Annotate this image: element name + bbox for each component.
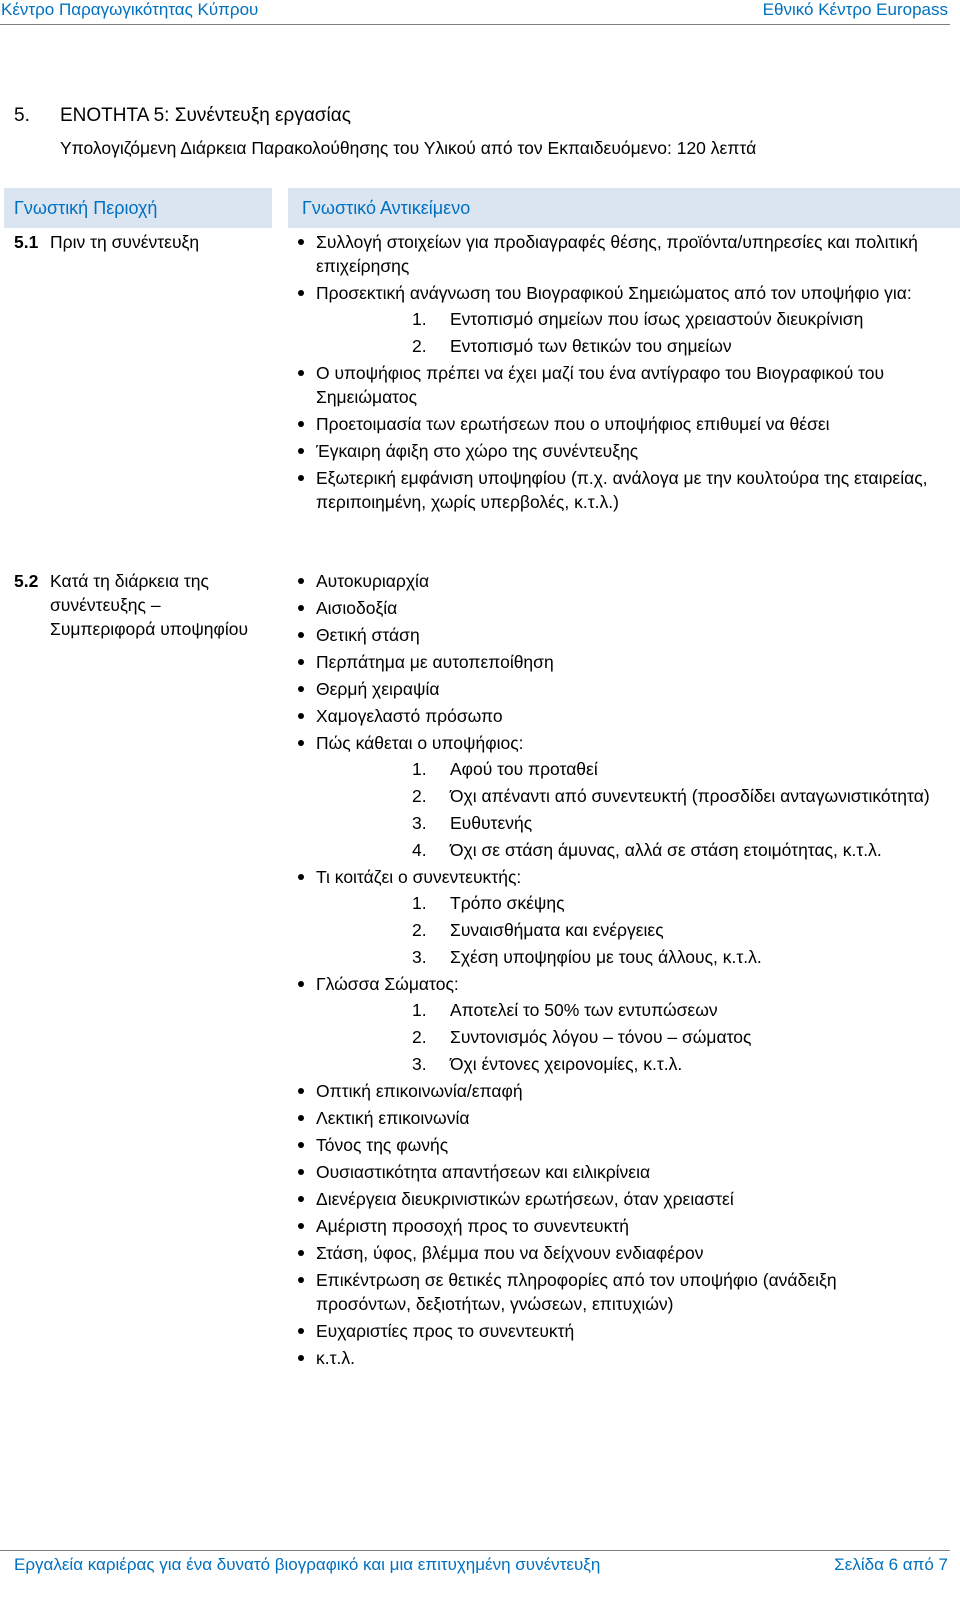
list-item: Αισιοδοξία bbox=[296, 596, 936, 620]
row-label-5-1 bbox=[14, 230, 250, 254]
section-title bbox=[14, 105, 351, 127]
list-item-text: Γλώσσα Σώματος: bbox=[316, 974, 459, 994]
column-header-area: Γνωστική Περιοχή bbox=[4, 188, 272, 228]
numbered-list bbox=[316, 307, 936, 358]
list-item: κ.τ.λ. bbox=[296, 1346, 936, 1370]
list-item-text: Πώς κάθεται ο υποψήφιος: bbox=[316, 733, 524, 753]
list-item-text: Τι κοιτάζει ο συνεντευκτής: bbox=[316, 867, 522, 887]
list-item: Εξωτερική εμφάνιση υποψηφίου (π.χ. ανάλογα με την κουλτούρα της εταιρείας, περιποιημένη, χωρίς υπερβολές, κ.τ.λ.) bbox=[296, 466, 936, 514]
numbered-item: 1. Αφού του προταθεί bbox=[412, 759, 598, 779]
list-item bbox=[296, 972, 936, 1076]
list-item: Λεκτική επικοινωνία bbox=[296, 1106, 936, 1130]
row-label-text: Κατά τη διάρκεια της συνέντευξης – Συμπεριφορά υποψηφίου bbox=[50, 571, 249, 639]
row-content-5-1 bbox=[296, 230, 936, 517]
numbered-item: 1. Εντοπισμό σημείων που ίσως χρειαστούν διευκρίνιση bbox=[412, 309, 864, 329]
footer-page-number: Σελίδα 6 από 7 bbox=[834, 1555, 948, 1574]
numbered-item: 4. Όχι σε στάση άμυνας, αλλά σε στάση ετοιμότητας, κ.τ.λ. bbox=[412, 840, 882, 860]
list-item: Συλλογή στοιχείων για προδιαγραφές θέσης, προϊόντα/υπηρεσίες και πολιτική επιχείρησης bbox=[296, 230, 936, 278]
list-item bbox=[296, 731, 936, 862]
header-organization: Κέντρο Παραγωγικότητας Κύπρου bbox=[1, 0, 259, 19]
list-item: Διενέργεια διευκρινιστικών ερωτήσεων, όταν χρειαστεί bbox=[296, 1187, 936, 1211]
numbered-list bbox=[316, 757, 936, 862]
numbered-item: 2. Συναισθήματα και ενέργειες bbox=[412, 920, 664, 940]
section-number: 5. bbox=[14, 105, 30, 126]
column-header-subject: Γνωστικό Αντικείμενο bbox=[288, 188, 960, 228]
numbered-item: 2. Συντονισμός λόγου – τόνου – σώματος bbox=[412, 1027, 752, 1047]
list-item: Θετική στάση bbox=[296, 623, 936, 647]
row-content-5-2 bbox=[296, 569, 936, 1373]
bullet-list bbox=[296, 569, 936, 1370]
list-item: Αμέριστη προσοχή προς το συνεντευκτή bbox=[296, 1214, 936, 1238]
list-item: Ευχαριστίες προς το συνεντευκτή bbox=[296, 1319, 936, 1343]
table-header bbox=[0, 188, 960, 228]
numbered-item: 1. Τρόπο σκέψης bbox=[412, 893, 565, 913]
list-item: Επικέντρωση σε θετικές πληροφορίες από τον υποψήφιο (ανάδειξη προσόντων, δεξιοτήτων, γνώσεων, επιτυχιών) bbox=[296, 1268, 936, 1316]
list-item: Θερμή χειραψία bbox=[296, 677, 936, 701]
list-item: Χαμογελαστό πρόσωπο bbox=[296, 704, 936, 728]
list-item: Στάση, ύφος, βλέμμα που να δείχνουν ενδιαφέρον bbox=[296, 1241, 936, 1265]
numbered-item: 1. Αποτελεί το 50% των εντυπώσεων bbox=[412, 1000, 718, 1020]
section-duration: Υπολογιζόμενη Διάρκεια Παρακολούθησης του Υλικού από τον Εκπαιδευόμενο: 120 λεπτά bbox=[60, 138, 757, 158]
numbered-list bbox=[316, 998, 936, 1076]
list-item: Οπτική επικοινωνία/επαφή bbox=[296, 1079, 936, 1103]
row-label-text: Πριν τη συνέντευξη bbox=[50, 232, 200, 252]
list-item: Προετοιμασία των ερωτήσεων που ο υποψήφιος επιθυμεί να θέσει bbox=[296, 412, 936, 436]
section-title-text: ΕΝΟΤΗΤΑ 5: Συνέντευξη εργασίας bbox=[60, 105, 351, 126]
header-centre: Εθνικό Κέντρο Europass bbox=[762, 0, 948, 19]
numbered-item: 3. Όχι έντονες χειρονομίες, κ.τ.λ. bbox=[412, 1054, 683, 1074]
numbered-list bbox=[316, 891, 936, 969]
footer-divider bbox=[0, 1550, 950, 1551]
list-item: Έγκαιρη άφιξη στο χώρο της συνέντευξης bbox=[296, 439, 936, 463]
list-item: Τόνος της φωνής bbox=[296, 1133, 936, 1157]
header-divider bbox=[0, 24, 950, 25]
numbered-item: 3. Σχέση υποψηφίου με τους άλλους, κ.τ.λ. bbox=[412, 947, 762, 967]
list-item bbox=[296, 281, 936, 358]
footer-document-title: Εργαλεία καριέρας για ένα δυνατό βιογραφικό και μια επιτυχημένη συνέντευξη bbox=[14, 1555, 601, 1574]
bullet-list bbox=[296, 230, 936, 514]
list-item bbox=[296, 865, 936, 969]
list-item: Αυτοκυριαρχία bbox=[296, 569, 936, 593]
page-header bbox=[0, 0, 950, 22]
row-label-5-2 bbox=[14, 569, 250, 641]
list-item-text: Προσεκτική ανάγνωση του Βιογραφικού Σημειώματος από τον υποψήφιο για: bbox=[316, 283, 912, 303]
numbered-item: 2. Όχι απέναντι από συνεντευκτή (προσδίδει ανταγωνιστικότητα) bbox=[412, 786, 930, 806]
numbered-item: 3. Ευθυτενής bbox=[412, 813, 533, 833]
list-item: Ουσιαστικότητα απαντήσεων και ειλικρίνεια bbox=[296, 1160, 936, 1184]
row-number: 5.1 bbox=[14, 232, 39, 252]
list-item: Ο υποψήφιος πρέπει να έχει μαζί του ένα αντίγραφο του Βιογραφικού του Σημειώματος bbox=[296, 361, 936, 409]
list-item: Περπάτημα με αυτοπεποίθηση bbox=[296, 650, 936, 674]
numbered-item: 2. Εντοπισμό των θετικών του σημείων bbox=[412, 336, 732, 356]
row-number: 5.2 bbox=[14, 571, 39, 591]
